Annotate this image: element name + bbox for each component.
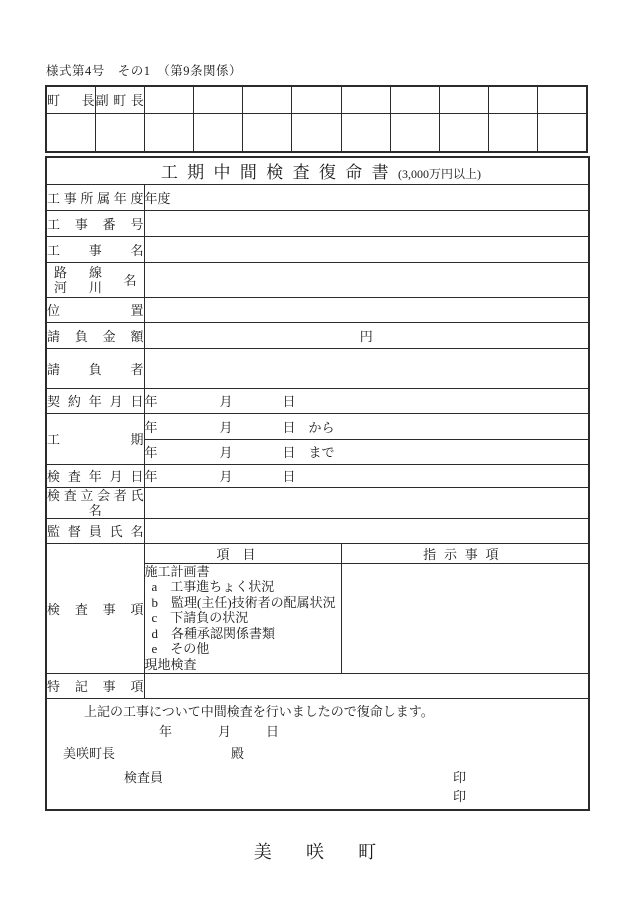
work-period-from-value — [144, 413, 589, 439]
day-token: 日 — [282, 394, 296, 409]
inspection-date-row — [46, 464, 589, 487]
inspection-item: a 工事進ちょく状況 — [151, 579, 275, 595]
approval-deputy-label: 副町長 — [95, 86, 144, 113]
month-token: 月 — [219, 394, 233, 409]
year-token: 年 — [159, 723, 173, 739]
work-name-label: 工事名 — [46, 236, 144, 262]
day-token: 日 — [282, 419, 296, 435]
closing-date-line — [47, 722, 588, 741]
month-token: 月 — [219, 445, 233, 460]
work-number-label: 工事番号 — [46, 210, 144, 236]
stamp-cell — [489, 113, 538, 152]
stamp-cell — [46, 113, 95, 152]
addressee-name: 美咲町長 — [63, 745, 116, 761]
document-title — [46, 157, 589, 184]
location-value — [144, 297, 589, 322]
stamp-cell — [95, 113, 144, 152]
stamp-cell — [341, 113, 390, 152]
witness-name-row — [46, 487, 589, 518]
special-notes-value — [144, 673, 589, 698]
work-name-row — [46, 236, 589, 262]
route-label-bottom: 河川 — [54, 279, 102, 295]
contract-amount-value: 円 — [144, 322, 589, 348]
month-token: 月 — [219, 469, 233, 484]
year-token: 年 — [144, 394, 158, 409]
fiscal-year-label: 工事所属年度 — [46, 184, 144, 210]
closing-block — [46, 698, 589, 810]
inspection-item: c 下請負の状況 — [151, 610, 249, 626]
approval-header-row — [46, 86, 587, 113]
day-token: 日 — [266, 723, 280, 739]
period-from-suffix: から — [308, 419, 335, 435]
approval-empty-header-cell — [538, 86, 587, 113]
inspection-item: b 監理(主任)技術者の配属状況 — [151, 594, 336, 610]
inspection-item: 現地検査 — [144, 657, 197, 673]
approval-empty-header-cell — [243, 86, 292, 113]
fiscal-year-row — [46, 184, 589, 210]
instruction-column-header: 指示事項 — [341, 543, 589, 563]
period-to-suffix: まで — [308, 445, 335, 460]
contract-date-value — [144, 388, 589, 413]
inspection-item: 施工計画書 — [144, 563, 210, 579]
inspection-item: d 各種承認関係書類 — [151, 625, 276, 641]
inspection-date-label: 検査年月日 — [46, 464, 144, 487]
inspection-items-list — [144, 563, 341, 673]
special-notes-row — [46, 673, 589, 698]
witness-name-value — [144, 487, 589, 518]
work-period-to-value — [144, 439, 589, 464]
witness-label-line1: 検査立会者氏 — [47, 487, 144, 503]
inspection-matters-header-row — [46, 543, 589, 563]
approval-empty-header-cell — [489, 86, 538, 113]
route-river-value — [144, 262, 589, 297]
title-row — [46, 157, 589, 184]
footer-town-name: 美咲町 — [253, 842, 411, 862]
route-river-row — [46, 262, 589, 297]
approval-empty-header-cell — [390, 86, 439, 113]
special-notes-label: 特記事項 — [46, 673, 144, 698]
contract-amount-row — [46, 322, 589, 348]
month-token: 月 — [219, 419, 233, 435]
stamp-cell — [390, 113, 439, 152]
form-number-note: 様式第4号 その1 （第9条関係） — [46, 64, 243, 78]
year-token: 年 — [144, 469, 158, 484]
contractor-label: 請負者 — [46, 348, 144, 388]
supervisor-name-row — [46, 518, 589, 543]
stamp-cell — [538, 113, 587, 152]
work-period-from-row — [46, 413, 589, 439]
seal-mark: 印 — [453, 788, 467, 804]
contract-date-label: 契約年月日 — [46, 388, 144, 413]
contractor-row — [46, 348, 589, 388]
stamp-cell — [243, 113, 292, 152]
inspection-matters-label: 検査事項 — [46, 543, 144, 673]
day-token: 日 — [282, 445, 296, 460]
route-label-right: 名 — [123, 273, 137, 288]
location-row — [46, 297, 589, 322]
month-token: 月 — [218, 723, 232, 739]
honorific: 殿 — [231, 745, 245, 761]
closing-statement: 上記の工事について中間検査を行いましたので復命します。 — [84, 703, 434, 719]
item-column-header: 項目 — [144, 543, 341, 563]
approval-empty-header-cell — [439, 86, 488, 113]
work-number-row — [46, 210, 589, 236]
stamp-cell — [144, 113, 193, 152]
year-token: 年 — [144, 419, 158, 435]
stamp-cell — [439, 113, 488, 152]
inspector-label: 検査員 — [124, 769, 164, 785]
contractor-value — [144, 348, 589, 388]
location-label: 位置 — [46, 297, 144, 322]
title-suffix: (3,000万円以上) — [397, 167, 481, 182]
approval-chief-label: 町長 — [46, 86, 95, 113]
main-form-table — [45, 156, 590, 811]
instructions-cell — [341, 563, 589, 673]
approval-empty-header-cell — [144, 86, 193, 113]
day-token: 日 — [282, 469, 296, 484]
stamp-cell — [292, 113, 341, 152]
seal-mark: 印 — [453, 769, 467, 785]
supervisor-name-label: 監督員氏名 — [46, 518, 144, 543]
route-label-top: 路線 — [54, 264, 102, 280]
approval-empty-header-cell — [292, 86, 341, 113]
approval-empty-header-cell — [194, 86, 243, 113]
approval-stamp-table — [45, 85, 588, 153]
contract-amount-label: 請負金額 — [46, 322, 144, 348]
title-text: 工期中間検査復命書 — [160, 163, 398, 183]
approval-stamp-row — [46, 113, 587, 152]
inspector-line — [47, 768, 588, 787]
witness-label-line2: 名 — [88, 502, 102, 518]
work-period-label: 工期 — [46, 413, 144, 464]
contract-date-row — [46, 388, 589, 413]
witness-name-label — [46, 487, 144, 518]
inspection-date-value — [144, 464, 589, 487]
route-river-label — [46, 262, 144, 297]
stamp-cell — [194, 113, 243, 152]
year-token: 年 — [144, 445, 158, 460]
work-name-value — [144, 236, 589, 262]
work-number-value — [144, 210, 589, 236]
closing-row — [46, 698, 589, 810]
supervisor-name-value — [144, 518, 589, 543]
inspection-item: e その他 — [151, 641, 210, 657]
approval-empty-header-cell — [341, 86, 390, 113]
addressee-line — [47, 744, 588, 763]
fiscal-year-value: 年度 — [144, 184, 589, 210]
